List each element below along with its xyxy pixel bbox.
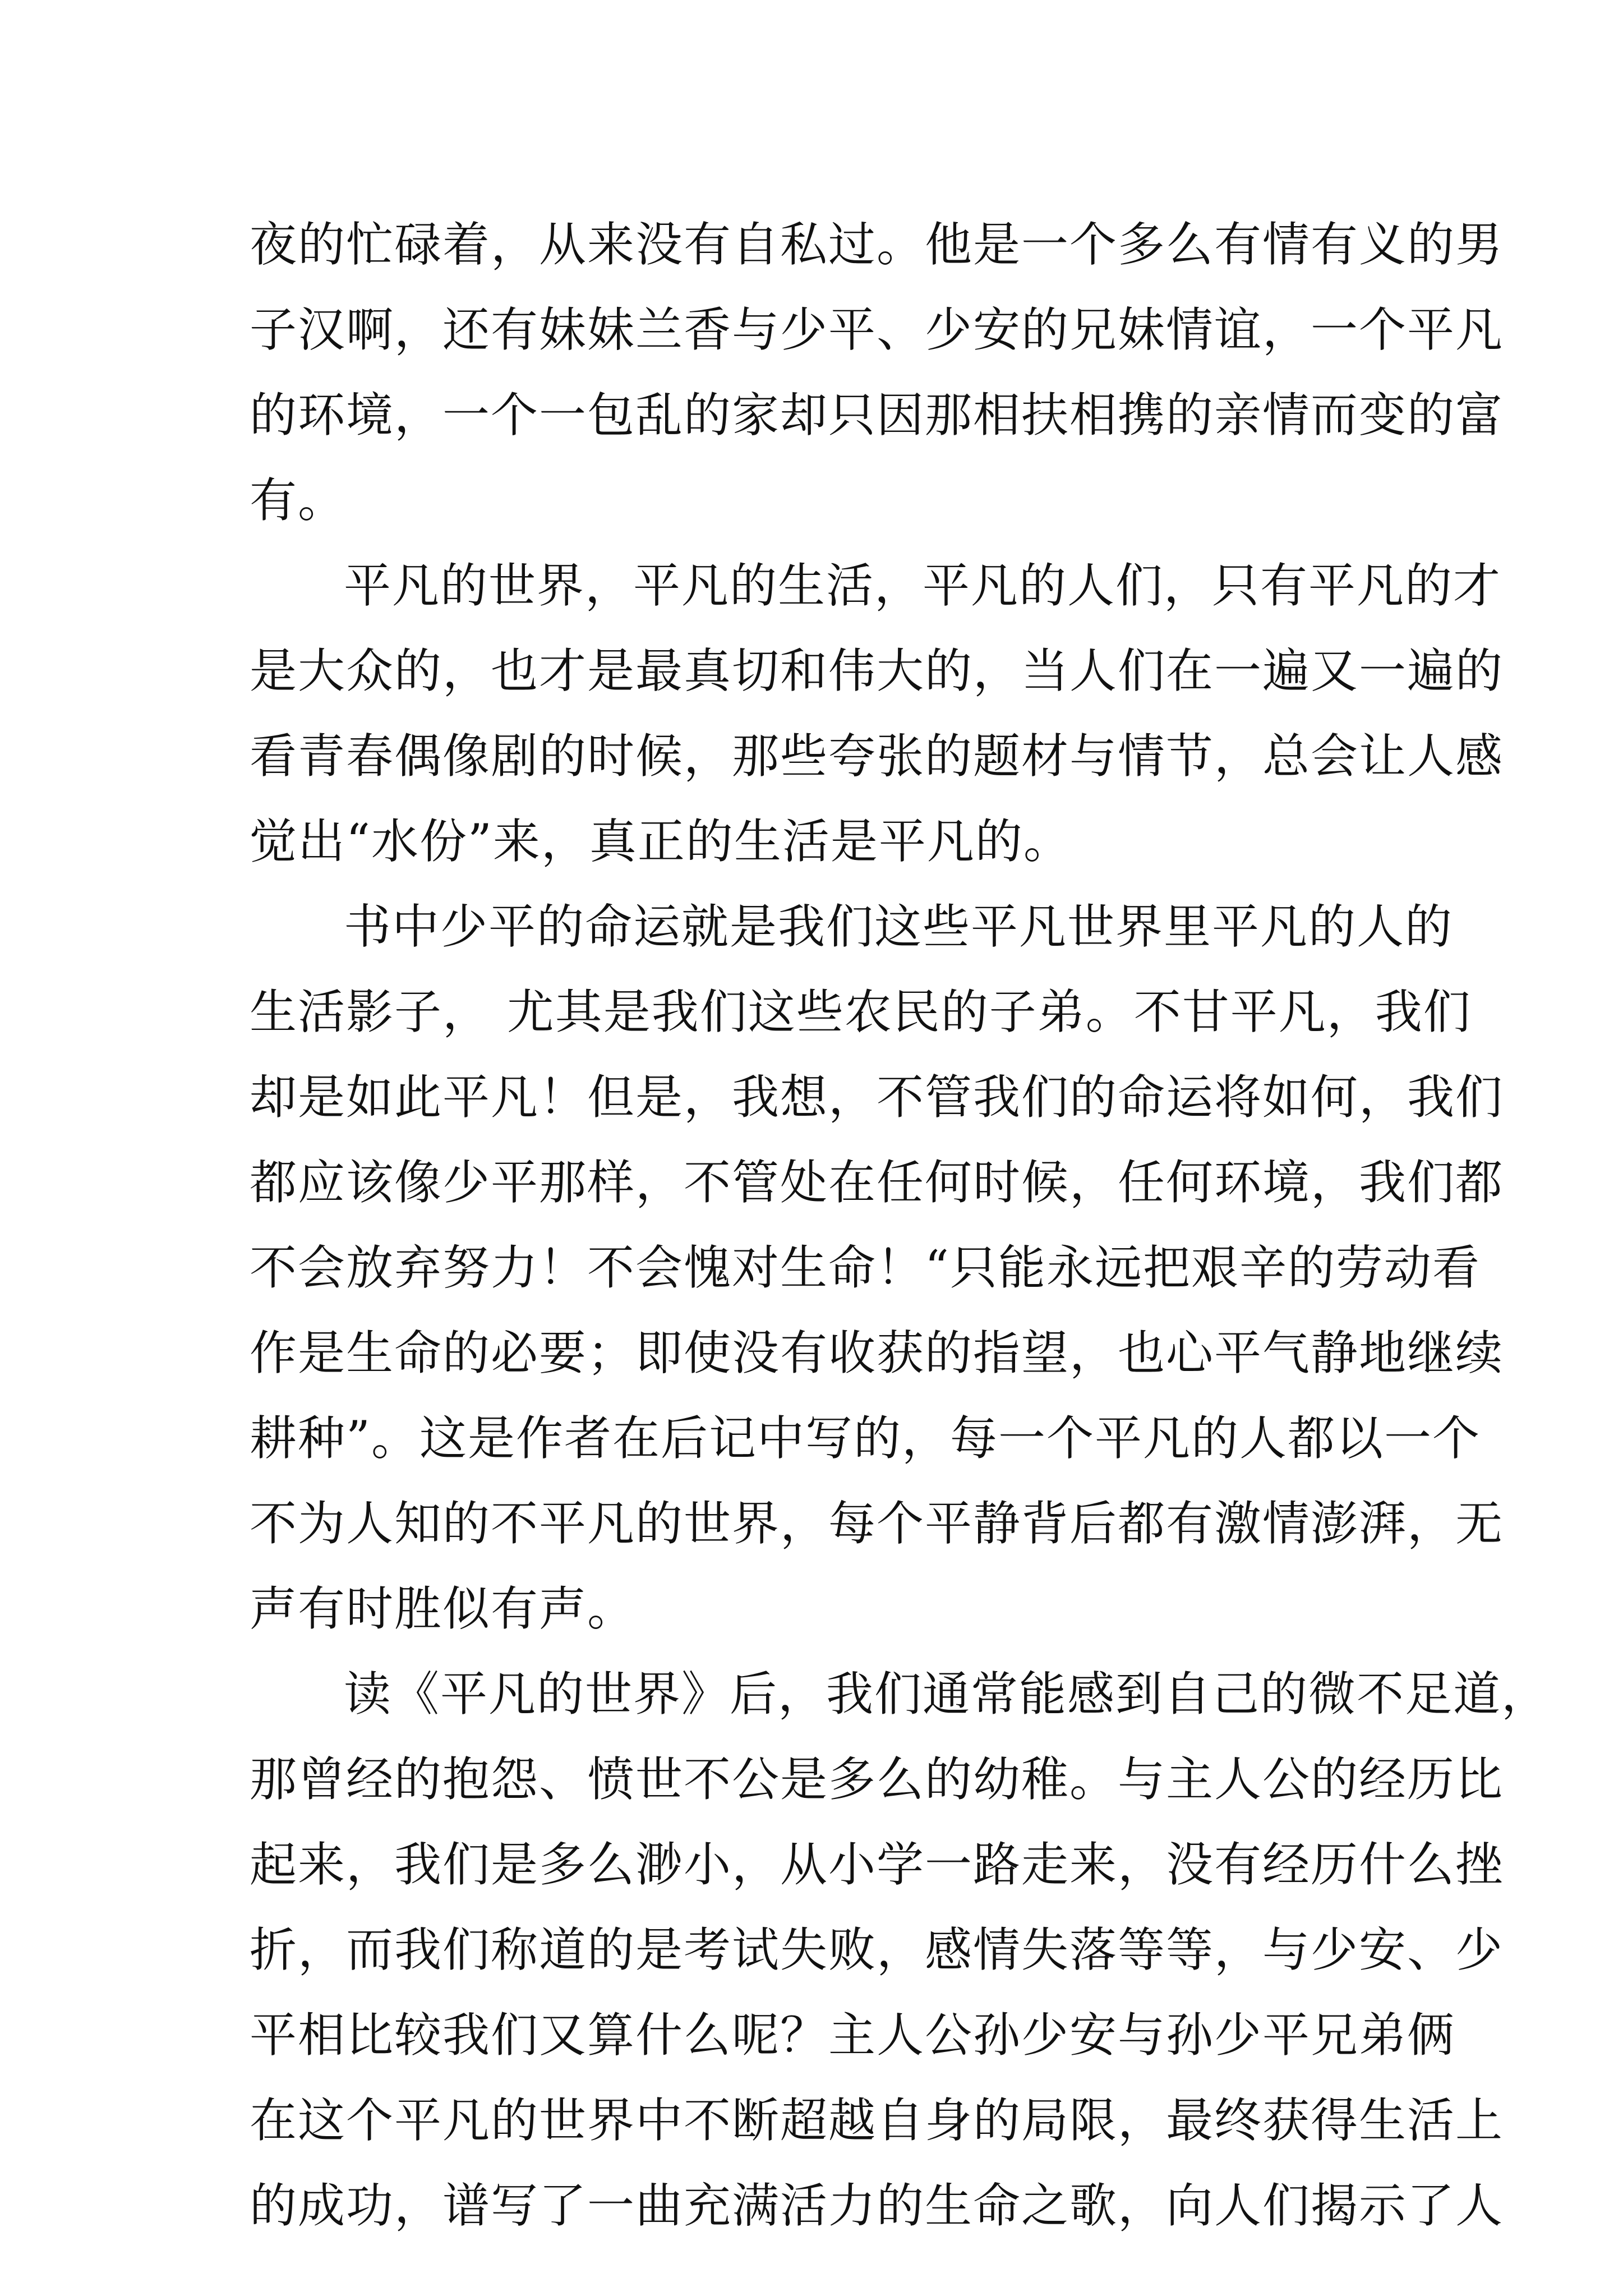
text-line: 是大众的，也才是最真切和伟大的，当人们在一遍又一遍的 <box>250 643 1504 698</box>
paragraph-2 <box>250 543 1504 884</box>
text-line: 不会放弃努力！不会愧对生命！“只能永远把艰辛的劳动看 <box>250 1240 1481 1295</box>
text-line: 夜的忙碌着，从来没有自私过。他是一个多么有情有义的男 <box>250 217 1504 272</box>
text-line: 在这个平凡的世界中不断超越自身的局限，最终获得生活上 <box>250 2093 1504 2148</box>
text-line: 的成功，谱写了一曲充满活力的生命之歌，向人们揭示了人 <box>250 2178 1504 2233</box>
text-line: 不为人知的不平凡的世界，每个平静背后都有激情澎湃，无 <box>250 1496 1504 1551</box>
text-line: 觉出“水份”来，真正的生活是平凡的。 <box>250 814 1072 869</box>
paragraph-4 <box>250 1651 1550 2248</box>
text-line: 书中少平的命运就是我们这些平凡世界里平凡的人的 <box>344 899 1454 954</box>
body-text <box>250 202 1550 2248</box>
text-line: 作是生命的必要；即使没有收获的指望，也心平气静地继续 <box>250 1326 1504 1381</box>
text-line: 生活影子， 尤其是我们这些农民的子弟。不甘平凡，我们 <box>250 984 1472 1039</box>
paragraph-3 <box>250 884 1504 1651</box>
text-line: 平凡的世界，平凡的生活，平凡的人们，只有平凡的才 <box>344 558 1502 613</box>
text-line: 的环境，一个一包乱的家却只因那相扶相携的亲情而变的富 <box>250 388 1504 443</box>
text-line: 折，而我们称道的是考试失败，感情失落等等，与少安、少 <box>250 1922 1504 1977</box>
text-line: 有。 <box>250 473 347 528</box>
text-line: 看青春偶像剧的时候，那些夸张的题材与情节，总会让人感 <box>250 729 1504 784</box>
text-line: 都应该像少平那样，不管处在任何时候，任何环境，我们都 <box>250 1155 1504 1210</box>
text-line: 那曾经的抱怨、愤世不公是多么的幼稚。与主人公的经历比 <box>250 1752 1504 1807</box>
text-line: 子汉啊，还有妹妹兰香与少平、少安的兄妹情谊，一个平凡 <box>250 302 1504 357</box>
text-line: 耕种”。这是作者在后记中写的，每一个平凡的人都以一个 <box>250 1411 1481 1466</box>
text-line: 声有时胜似有声。 <box>250 1581 636 1636</box>
paragraph-1 <box>250 202 1504 543</box>
text-line: 平相比较我们又算什么呢？主人公孙少安与孙少平兄弟俩 <box>250 2008 1456 2063</box>
text-line: 却是如此平凡！但是，我想，不管我们的命运将如何，我们 <box>250 1070 1504 1125</box>
text-line: 起来，我们是多么渺小，从小学一路走来，没有经历什么挫 <box>250 1837 1504 1892</box>
text-line: 读《平凡的世界》后，我们通常能感到自己的微不足道， <box>344 1667 1550 1722</box>
